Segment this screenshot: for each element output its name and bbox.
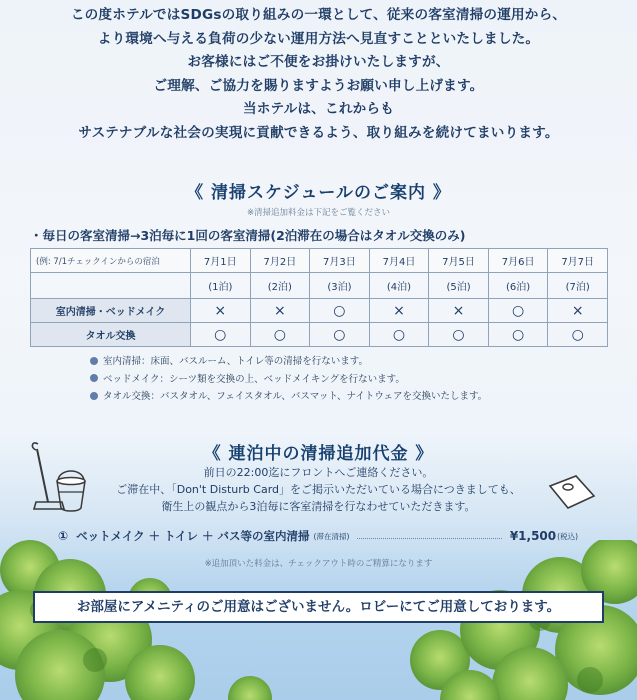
table-row-room-cleaning (31, 299, 608, 323)
additional-line: ご滞在中、「Don't Disturb Card」をご掲示いただいている場合につきましても、 (116, 483, 521, 496)
mark-cell: × (429, 299, 489, 323)
date-cell: 7月4日 (369, 249, 429, 273)
mark-cell: ○ (429, 323, 489, 347)
nights-cell: (2泊) (250, 273, 310, 299)
additional-fee-item (58, 527, 578, 545)
item-price: ¥1,500 (509, 529, 557, 543)
intro-line: 当ホテルは、これからも (242, 101, 395, 117)
intro-line: より環境へ与える負荷の少ない運用方法へ見直すことといたしました。 (97, 30, 540, 47)
table-nights-row (31, 273, 608, 299)
mark-cell: ○ (488, 299, 548, 323)
intro-line: この度ホテルではSDGsの取り組みの一環として、従来の客室清掃の運用から、 (70, 7, 567, 23)
row-label: 室内清掃・ベッドメイク (31, 299, 191, 323)
item-sub: (滞在清掃) (313, 531, 350, 541)
nights-cell: (7泊) (548, 273, 608, 299)
additional-fee-title: 《 連泊中の清掃追加代金 》 (203, 444, 434, 464)
mark-cell: ○ (369, 323, 429, 347)
mark-cell: ○ (548, 323, 608, 347)
mark-cell: ○ (488, 323, 548, 347)
cleaning-schedule-table (30, 248, 608, 347)
date-cell: 7月5日 (429, 249, 489, 273)
mark-cell: × (548, 299, 608, 323)
date-cell: 7月7日 (548, 249, 608, 273)
bucket-icon (54, 470, 88, 514)
mark-cell: ○ (310, 323, 370, 347)
bullet-dot-icon (90, 374, 98, 382)
nights-cell: (4泊) (369, 273, 429, 299)
amenity-notice: お部屋にアメニティのご用意はございません。ロビーにてご用意しております。 (33, 591, 604, 623)
additional-line: 前日の22:00迄にフロントへご連絡ください。 (203, 466, 434, 479)
nights-cell: (6泊) (488, 273, 548, 299)
do-not-disturb-card-icon (546, 472, 598, 512)
intro-line: ご理解、ご協力を賜りますようお願い申し上げます。 (153, 77, 484, 94)
additional-line: 衛生上の観点から3泊毎に客室清掃を行なわせていただきます。 (161, 500, 476, 513)
date-cell: 7月3日 (310, 249, 370, 273)
leader-dots (357, 538, 501, 539)
note-text: 室内清掃：床面、バスルーム、トイレ等の清掃を行ないます。 (103, 356, 369, 367)
mark-cell: ○ (310, 299, 370, 323)
row-label: タオル交換 (31, 323, 191, 347)
date-cell: 7月1日 (191, 249, 251, 273)
intro-message (0, 4, 637, 145)
mark-cell: ○ (191, 323, 251, 347)
table-corner-cell: (例: 7/1チェックインからの宿泊 (31, 249, 191, 273)
mark-cell: × (369, 299, 429, 323)
schedule-subtitle: ※清掃追加料金は下記をご覧ください (246, 208, 391, 218)
bullet-dot-icon (90, 392, 98, 400)
schedule-notes (90, 353, 487, 406)
list-item (90, 353, 487, 371)
item-tax: (税込) (557, 531, 578, 541)
nights-cell: (5泊) (429, 273, 489, 299)
mark-cell: ○ (250, 323, 310, 347)
schedule-title: 《 清掃スケジュールのご案内 》 (186, 183, 451, 203)
mark-cell: × (250, 299, 310, 323)
schedule-rule: ・毎日の客室清掃→3泊毎に1回の客室清掃(2泊滞在の場合はタオル交換のみ) (30, 228, 466, 243)
price-note: ※追加頂いた料金は、チェックアウト時のご精算になります (204, 559, 433, 569)
note-text: ベッドメイク：シーツ類を交換の上、ベッドメイキングを行ないます。 (103, 373, 405, 385)
bullet-dot-icon (90, 357, 98, 365)
date-cell: 7月2日 (250, 249, 310, 273)
item-label: ベットメイク ＋ トイレ ＋ バス等の室内清掃 (76, 529, 310, 543)
item-number: ① (58, 529, 69, 543)
mark-cell: × (191, 299, 251, 323)
list-item (90, 371, 487, 389)
empty-cell (31, 273, 191, 299)
intro-line: お客様にはご不便をお掛けいたしますが、 (187, 54, 450, 70)
table-row-towel-exchange (31, 323, 608, 347)
intro-line: サステナブルな社会の実現に貢献できるよう、取り組みを続けてまいります。 (78, 124, 559, 141)
nights-cell: (1泊) (191, 273, 251, 299)
table-header-row (31, 249, 608, 273)
date-cell: 7月6日 (488, 249, 548, 273)
list-item (90, 388, 487, 406)
note-text: タオル交換：バスタオル、フェイスタオル、バスマット、ナイトウェアを交換いたします。 (103, 391, 488, 402)
nights-cell: (3泊) (310, 273, 370, 299)
